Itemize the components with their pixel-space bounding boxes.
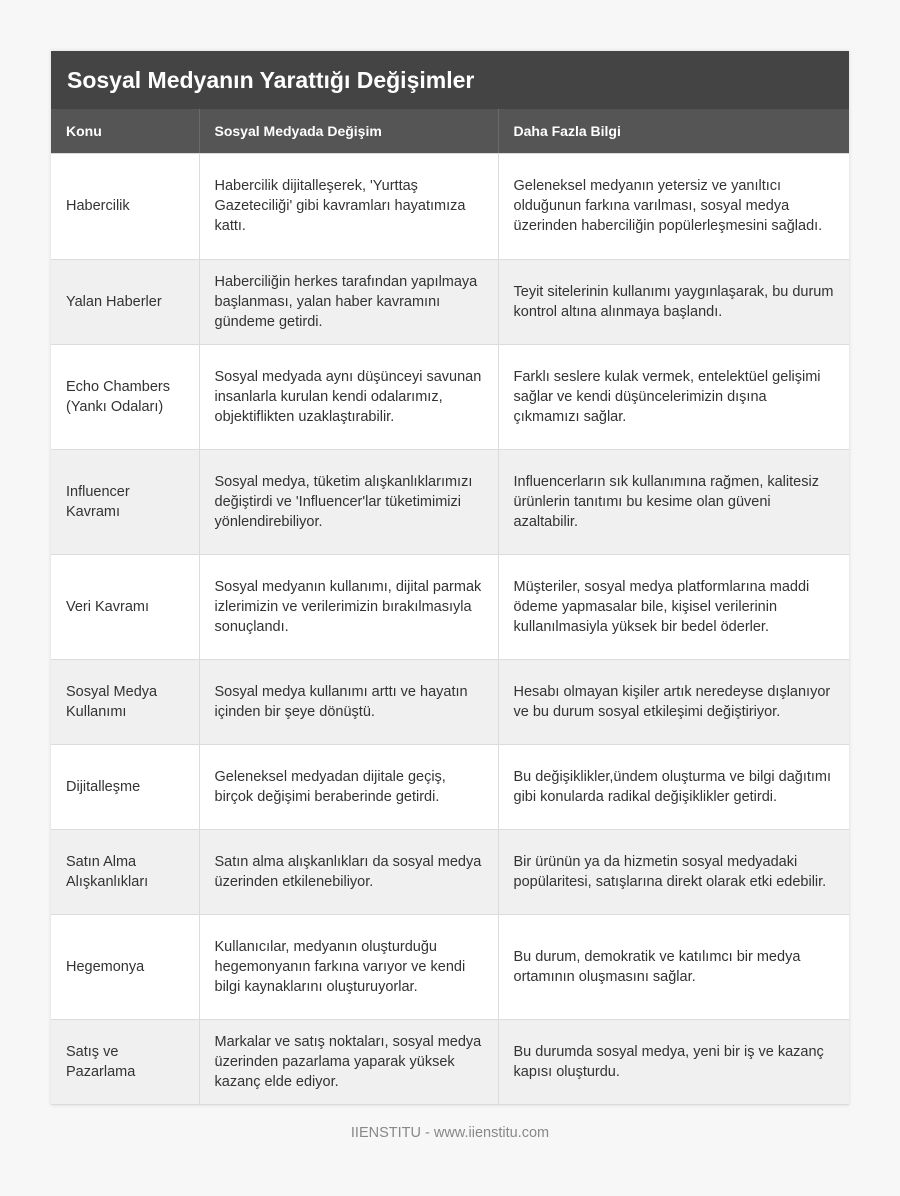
cell-change: Satın alma alışkanlıkları da sosyal medya üzerinden etkilenebiliyor. (199, 829, 498, 914)
table-row (51, 914, 849, 1019)
cell-info: Bu değişiklikler,ündem oluşturma ve bilgi dağıtımı gibi konularda radikal değişiklikler getirdi. (498, 744, 849, 829)
column-header-degisim: Sosyal Medyada Değişim (199, 109, 498, 153)
cell-change: Sosyal medya, tüketim alışkanlıklarımızı değiştirdi ve 'Influencer'lar tüketimimizi yönlendirebiliyor. (199, 449, 498, 554)
table-card (51, 51, 849, 1105)
table-row (51, 449, 849, 554)
table-row (51, 153, 849, 259)
cell-info: Geleneksel medyanın yetersiz ve yanıltıcı olduğunun farkına varılması, sosyal medya üzerinden haberciliğin popülerleşmesini sağladı. (498, 153, 849, 259)
cell-topic: Habercilik (51, 153, 199, 259)
cell-change: Haberciliğin herkes tarafından yapılmaya başlanması, yalan haber kavramını gündeme getirdi. (199, 259, 498, 344)
cell-topic: Sosyal Medya Kullanımı (51, 659, 199, 744)
cell-topic: Yalan Haberler (51, 259, 199, 344)
cell-topic: Veri Kavramı (51, 554, 199, 659)
column-header-bilgi: Daha Fazla Bilgi (498, 109, 849, 153)
cell-info: Bir ürünün ya da hizmetin sosyal medyadaki popülaritesi, satışlarına direkt olarak etki edebilir. (498, 829, 849, 914)
cell-topic: Influencer Kavramı (51, 449, 199, 554)
cell-info: Teyit sitelerinin kullanımı yaygınlaşarak, bu durum kontrol altına alınmaya başlandı. (498, 259, 849, 344)
column-header-konu: Konu (51, 109, 199, 153)
cell-topic: Satış ve Pazarlama (51, 1019, 199, 1104)
cell-change: Kullanıcılar, medyanın oluşturduğu hegemonyanın farkına varıyor ve kendi bilgi kaynaklarını oluşturuyorlar. (199, 914, 498, 1019)
cell-info: Farklı seslere kulak vermek, entelektüel gelişimi sağlar ve kendi düşüncelerimizin dışına çıkmamızı sağlar. (498, 344, 849, 449)
cell-info: Bu durum, demokratik ve katılımcı bir medya ortamının oluşmasını sağlar. (498, 914, 849, 1019)
footer-credit: IIENSTITU - www.iienstitu.com (350, 1125, 550, 1141)
data-table (51, 109, 849, 1105)
cell-info: Hesabı olmayan kişiler artık neredeyse dışlanıyor ve bu durum sosyal etkileşimi değiştiriyor. (498, 659, 849, 744)
cell-change: Geleneksel medyadan dijitale geçiş, birçok değişimi beraberinde getirdi. (199, 744, 498, 829)
table-row (51, 659, 849, 744)
cell-change: Habercilik dijitalleşerek, 'Yurttaş Gazeteciliği' gibi kavramları hayatımıza kattı. (199, 153, 498, 259)
header-row (51, 109, 849, 153)
table-row (51, 259, 849, 344)
cell-change: Sosyal medyada aynı düşünceyi savunan insanlarla kurulan kendi odalarımız, objektiflikten uzaklaştırabilir. (199, 344, 498, 449)
cell-change: Sosyal medyanın kullanımı, dijital parmak izlerimizin ve verilerimizin bırakılmasıyla sonuçlandı. (199, 554, 498, 659)
cell-change: Markalar ve satış noktaları, sosyal medya üzerinden pazarlama yaparak yüksek kazanç elde ediyor. (199, 1019, 498, 1104)
cell-topic: Echo Chambers (Yankı Odaları) (51, 344, 199, 449)
cell-topic: Hegemonya (51, 914, 199, 1019)
cell-info: Influencerların sık kullanımına rağmen, kalitesiz ürünlerin tanıtımı bu kesime olan güveni azaltabilir. (498, 449, 849, 554)
table-row (51, 744, 849, 829)
cell-info: Müşteriler, sosyal medya platformlarına maddi ödeme yapmasalar bile, kişisel verilerinin kullanılmasiyla yüksek bir bedel öderler. (498, 554, 849, 659)
table-row (51, 554, 849, 659)
cell-topic: Satın Alma Alışkanlıkları (51, 829, 199, 914)
table-row (51, 1019, 849, 1104)
cell-info: Bu durumda sosyal medya, yeni bir iş ve kazanç kapısı oluşturdu. (498, 1019, 849, 1104)
cell-topic: Dijitalleşme (51, 744, 199, 829)
table-title: Sosyal Medyanın Yarattığı Değişimler (51, 51, 849, 109)
table-row (51, 344, 849, 449)
cell-change: Sosyal medya kullanımı arttı ve hayatın içinden bir şeye dönüştü. (199, 659, 498, 744)
table-row (51, 829, 849, 914)
